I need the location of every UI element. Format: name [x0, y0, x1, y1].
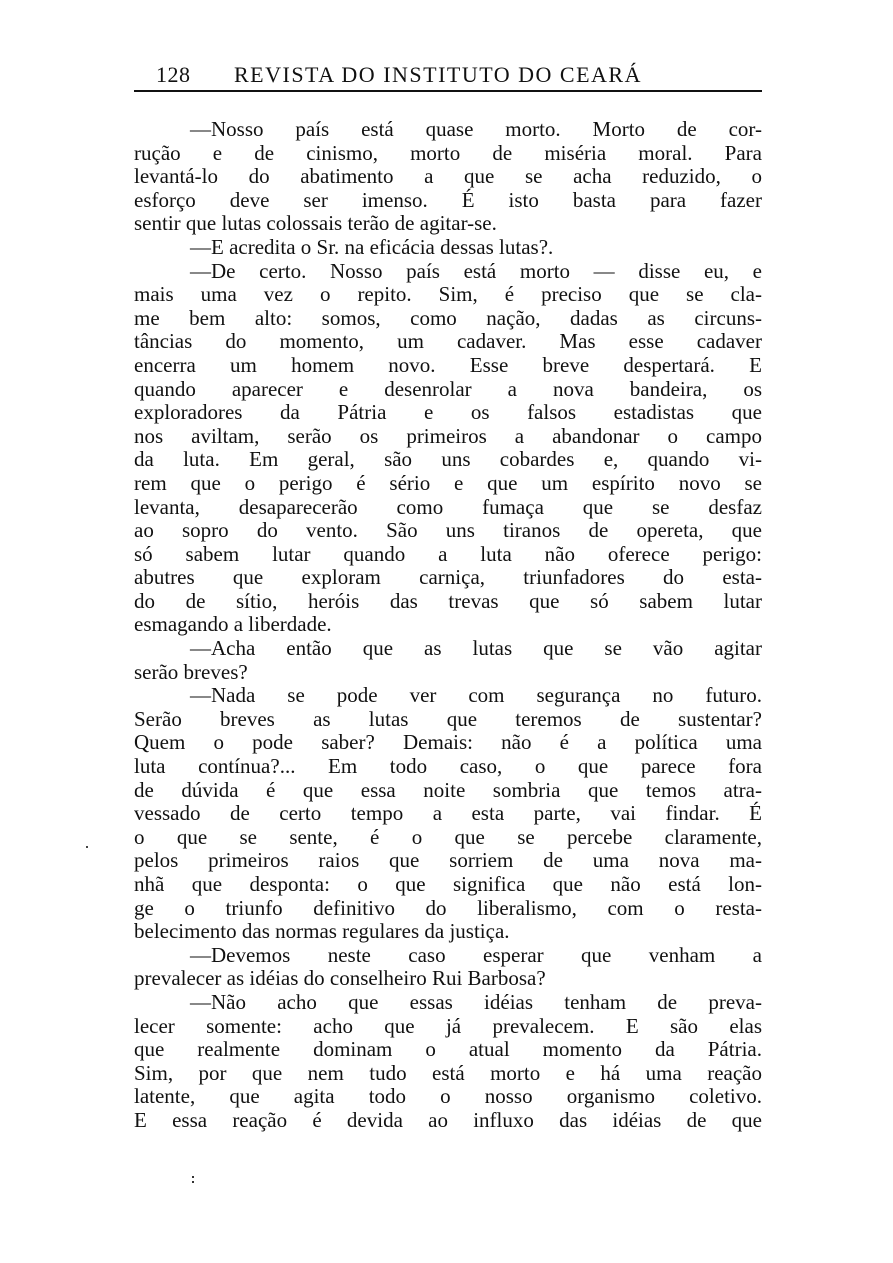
- print-speck: [86, 846, 88, 848]
- text-line: abutres que exploram carniça, triunfadores do esta-: [134, 565, 762, 590]
- text-line: E essa reação é devida ao influxo das idéias de que: [134, 1107, 762, 1132]
- text-line: sentir que lutas colossais terão de agitar-se.: [134, 211, 497, 236]
- text-line: de dúvida é que essa noite sombria que temos atra-: [134, 777, 762, 802]
- text-line: levantá-lo do abatimento a que se acha reduzido, o: [134, 164, 762, 189]
- text-line: Quem o pode saber? Demais: não é a política uma: [134, 730, 762, 755]
- text-line: esmagando a liberdade.: [134, 612, 332, 637]
- print-specks: [192, 1176, 196, 1186]
- text-line: belecimento das normas regulares da justiça.: [134, 919, 510, 944]
- text-line: encerra um homem novo. Esse breve despertará. E: [134, 352, 762, 377]
- text-line: prevalecer as idéias do conselheiro Rui Barbosa?: [134, 966, 546, 991]
- text-line: o que se sente, é o que se percebe claramente,: [134, 824, 762, 849]
- text-line: rem que o perigo é sério e que um espírito novo se: [134, 470, 762, 495]
- text-line: só sabem lutar quando a luta não oferece perigo:: [134, 541, 762, 566]
- print-speck: [192, 1176, 194, 1178]
- text-line: levanta, desaparecerão como fumaça que se desfaz: [134, 494, 762, 519]
- text-line: —E acredita o Sr. na eficácia dessas lutas?.: [190, 234, 554, 259]
- text-line: —Não acho que essas idéias tenham de preva-: [190, 989, 762, 1014]
- text-line: —Nada se pode ver com segurança no futuro.: [190, 683, 762, 708]
- text-line: quando aparecer e desenrolar a nova bandeira, os: [134, 376, 762, 401]
- page-number: 128: [156, 62, 191, 87]
- text-line: me bem alto: somos, como nação, dadas as circuns-: [134, 305, 762, 330]
- text-line: serão breves?: [134, 659, 248, 684]
- print-speck: [192, 1181, 194, 1183]
- text-line: que realmente dominam o atual momento da Pátria.: [134, 1037, 762, 1062]
- text-line: Sim, por que nem tudo está morto e há uma reação: [134, 1060, 762, 1085]
- text-line: da luta. Em geral, são uns cobardes e, quando vi-: [134, 447, 762, 472]
- text-line: exploradores da Pátria e os falsos estadistas que: [134, 400, 762, 425]
- text-line: esforço deve ser imenso. É isto basta para fazer: [134, 187, 762, 212]
- page-header: [134, 60, 762, 92]
- text-line: —Devemos neste caso esperar que venham a: [190, 942, 762, 967]
- text-line: latente, que agita todo o nosso organismo coletivo.: [134, 1084, 762, 1109]
- text-line: —Acha então que as lutas que se vão agitar: [190, 636, 762, 661]
- text-line: ao sopro do vento. São uns tiranos de opereta, que: [134, 518, 762, 543]
- text-line: lecer somente: acho que já prevalecem. E são elas: [134, 1013, 762, 1038]
- text-line: mais uma vez o repito. Sim, é preciso que se cla-: [134, 282, 762, 307]
- text-line: nos aviltam, serão os primeiros a abandonar o campo: [134, 423, 762, 448]
- text-line: ge o triunfo definitivo do liberalismo, com o resta-: [134, 895, 762, 920]
- text-line: tâncias do momento, um cadaver. Mas esse cadaver: [134, 329, 762, 354]
- text-line: Serão breves as lutas que teremos de sustentar?: [134, 706, 762, 731]
- body-text: [134, 118, 762, 1133]
- running-title: REVISTA DO INSTITUTO DO CEARÁ: [234, 62, 642, 87]
- text-line: rução e de cinismo, morto de miséria moral. Para: [134, 140, 762, 165]
- text-line: pelos primeiros raios que sorriem de uma nova ma-: [134, 848, 762, 873]
- text-line: vessado de certo tempo a esta parte, vai findar. É: [134, 801, 762, 826]
- text-line: do de sítio, heróis das trevas que só sabem lutar: [134, 588, 762, 613]
- text-line: nhã que desponta: o que significa que não está lon-: [134, 872, 762, 896]
- text-line: —De certo. Nosso país está morto — disse eu, e: [190, 258, 762, 283]
- text-line: —Nosso país está quase morto. Morto de cor-: [190, 117, 762, 141]
- text-line: luta contínua?... Em todo caso, o que parece fora: [134, 754, 762, 779]
